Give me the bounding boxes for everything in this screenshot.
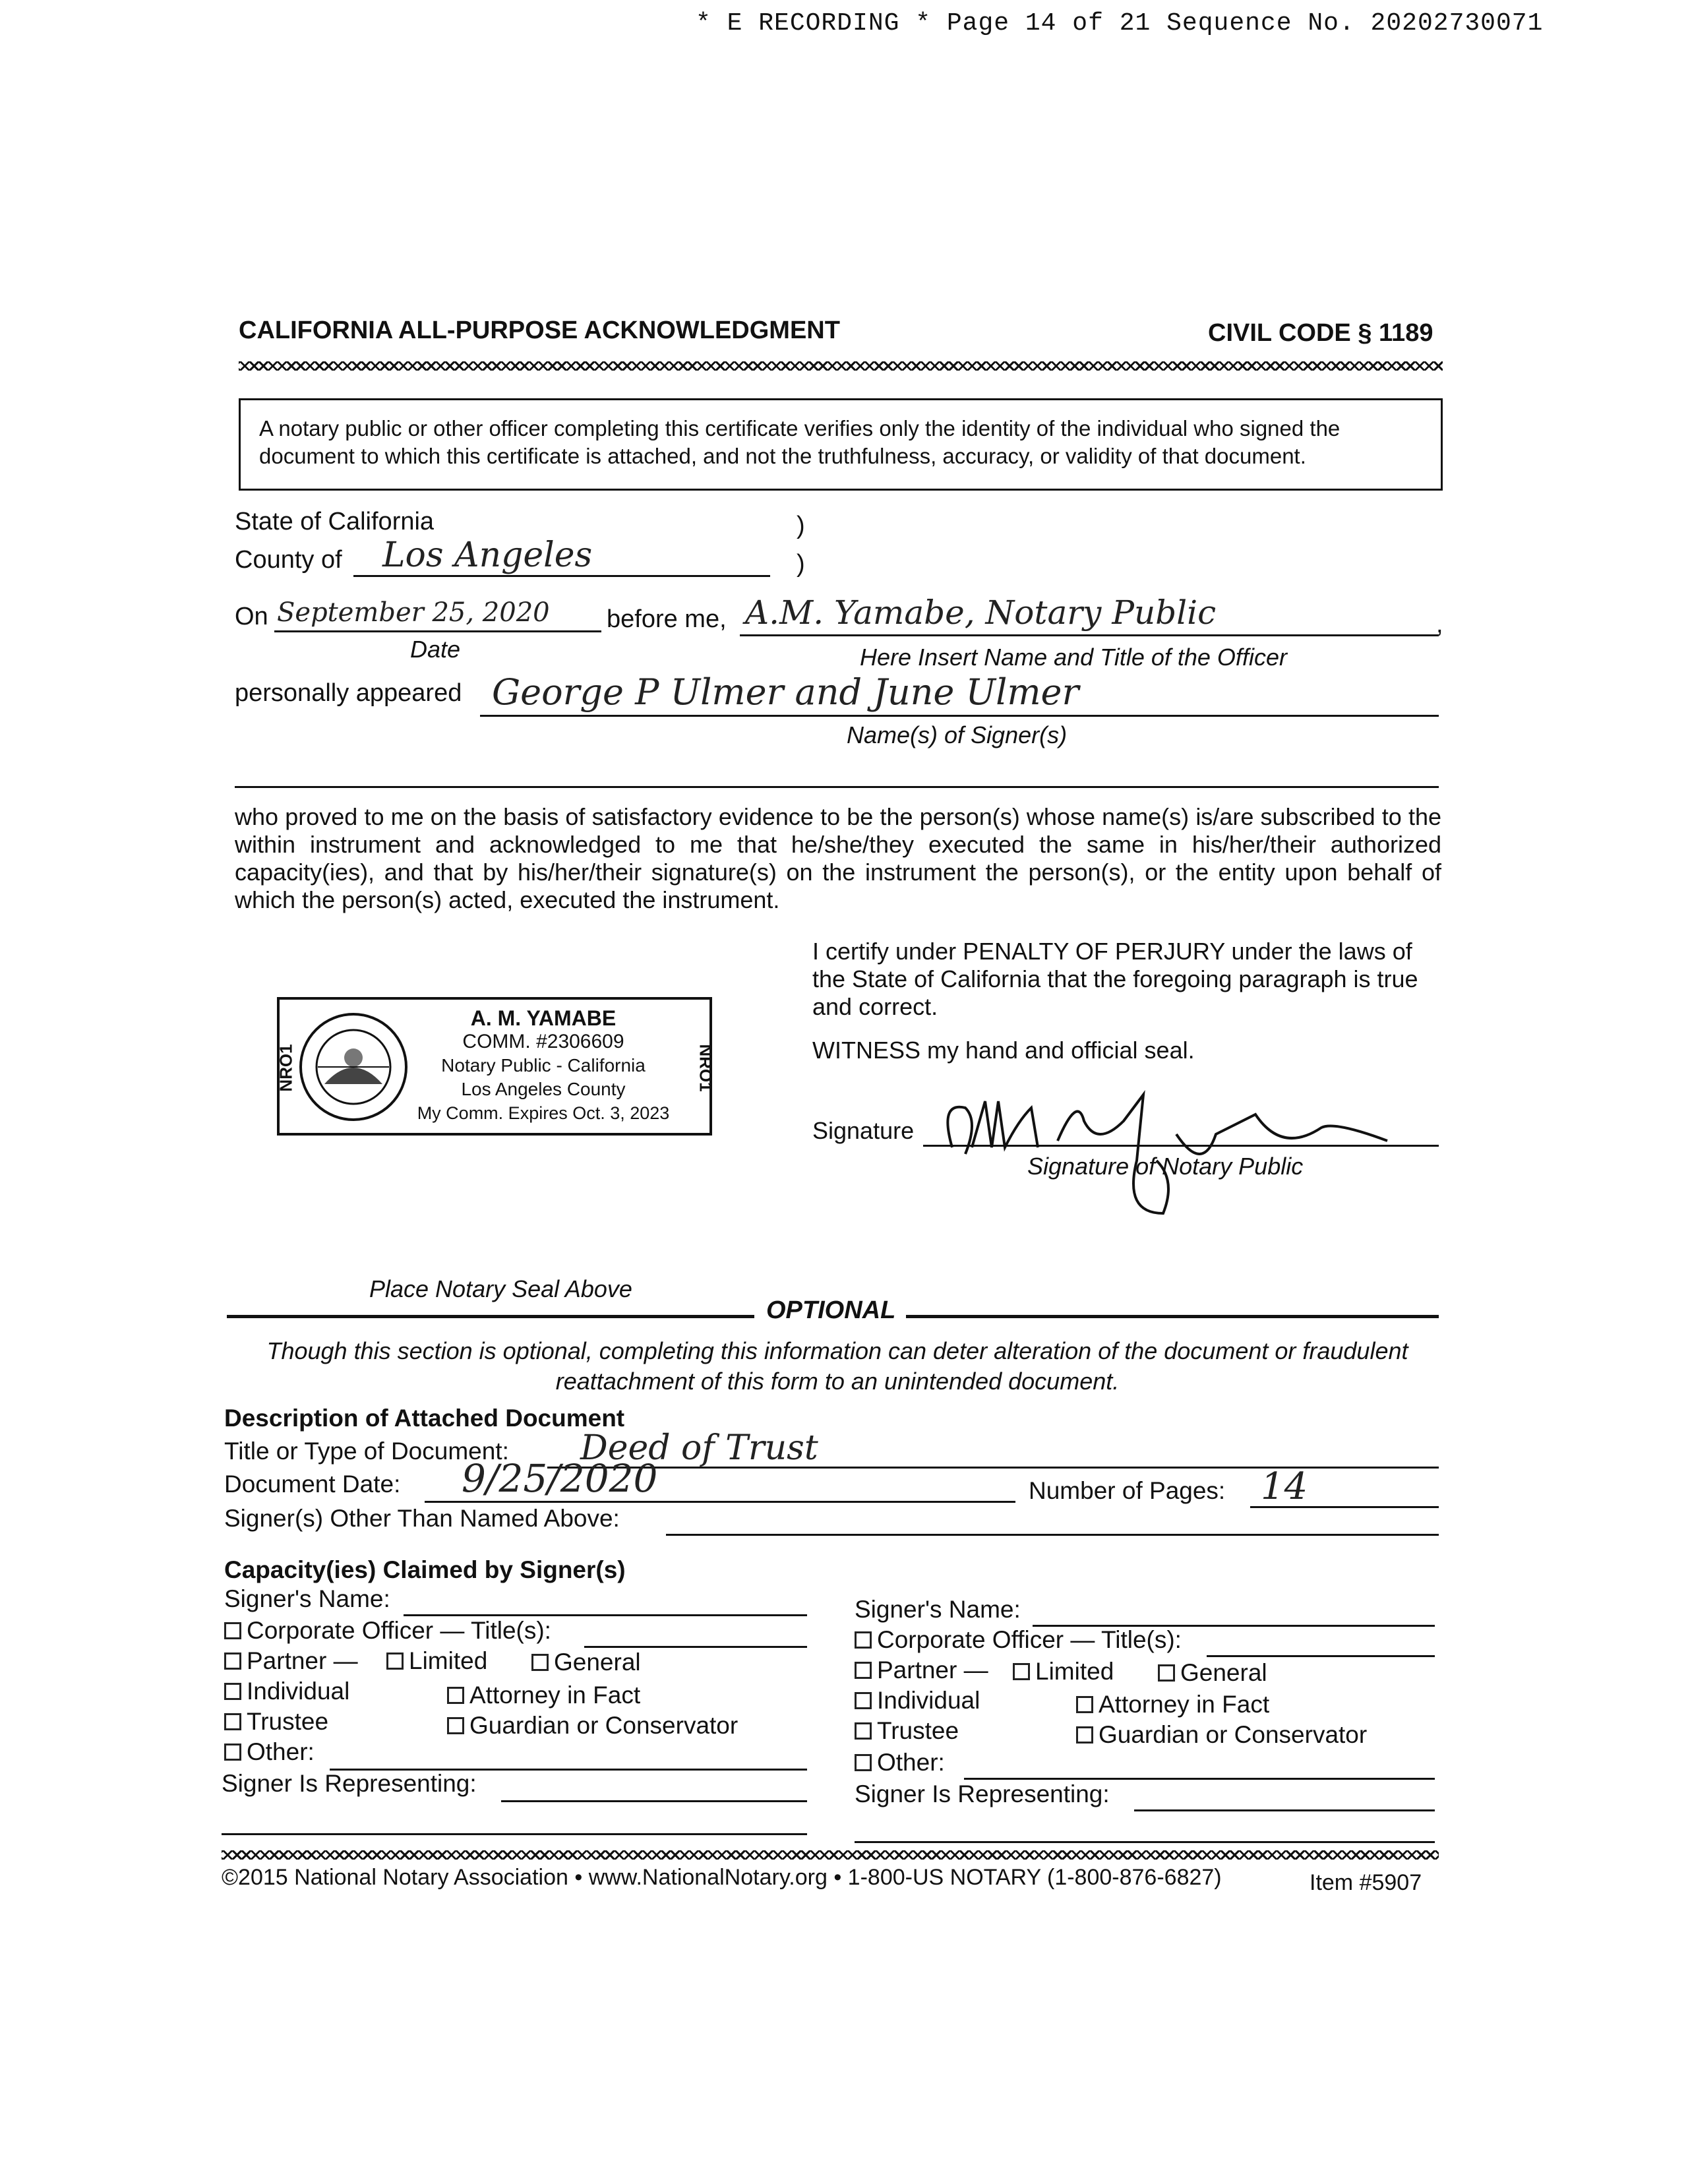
county-underline xyxy=(353,575,770,577)
officer-underline xyxy=(740,634,1439,636)
officer-value: A.M. Yamabe, Notary Public xyxy=(745,593,1217,632)
signer2-representing-underline xyxy=(1134,1809,1435,1811)
signer1-name-underline xyxy=(404,1614,807,1616)
comma: , xyxy=(1436,611,1443,638)
optional-heading: OPTIONAL xyxy=(766,1296,896,1324)
seal-expires: My Comm. Expires Oct. 3, 2023 xyxy=(417,1103,670,1123)
desc-heading: Description of Attached Document xyxy=(224,1405,625,1432)
capacity-heading: Capacity(ies) Claimed by Signer(s) xyxy=(224,1556,626,1583)
paren-2: ) xyxy=(797,550,805,578)
signer2-general[interactable]: General xyxy=(1158,1659,1267,1687)
signers-caption: Name(s) of Signer(s) xyxy=(847,721,1068,748)
bottom-decorative-border xyxy=(222,1850,1439,1860)
certify-text: I certify under PENALTY OF PERJURY under the laws of the State of California that the foregoing paragraph is true and correct. xyxy=(812,938,1418,1020)
date-caption: Date xyxy=(410,636,461,663)
seal-side-right: NRO1 xyxy=(696,1044,716,1092)
title-label: Title or Type of Document: xyxy=(224,1438,509,1465)
signer1-name-label: Signer's Name: xyxy=(224,1585,390,1612)
signer2-attorney[interactable]: Attorney in Fact xyxy=(1076,1691,1269,1718)
top-decorative-border xyxy=(239,361,1443,371)
signer2-corporate-officer[interactable]: Corporate Officer — Title(s): xyxy=(855,1626,1182,1654)
signer2-trustee[interactable]: Trustee xyxy=(855,1717,959,1745)
state-seal-icon xyxy=(298,1012,409,1122)
date-value: September 25, 2020 xyxy=(277,597,550,628)
date-underline xyxy=(274,630,601,632)
signature-caption: Signature of Notary Public xyxy=(1027,1153,1304,1180)
pages-value: 14 xyxy=(1261,1465,1308,1508)
officer-caption: Here Insert Name and Title of the Officer xyxy=(860,644,1287,671)
signer1-partner[interactable]: Partner — xyxy=(224,1647,358,1675)
footer-copyright: ©2015 National Notary Association • www.NationalNotary.org • 1-800-US NOTARY (1-800-876-6827) xyxy=(222,1865,1222,1890)
seal-caption: Place Notary Seal Above xyxy=(369,1275,632,1302)
signer1-trustee[interactable]: Trustee xyxy=(224,1708,328,1736)
seal-comm: COMM. #2306609 xyxy=(462,1031,624,1052)
signature-label: Signature xyxy=(812,1117,915,1144)
signer1-extra-line xyxy=(222,1833,807,1835)
civil-code: CIVIL CODE § 1189 xyxy=(1208,319,1433,347)
title-value: Deed of Trust xyxy=(580,1428,818,1468)
signer1-limited[interactable]: Limited xyxy=(386,1647,487,1675)
doc-date-label: Document Date: xyxy=(224,1471,401,1498)
signers-extra-line xyxy=(235,786,1439,788)
signer2-extra-line xyxy=(855,1841,1435,1843)
signers-value: George P Ulmer and June Ulmer xyxy=(492,671,1079,713)
signer1-representing-underline xyxy=(501,1800,807,1802)
pages-label: Number of Pages: xyxy=(1029,1477,1226,1504)
state-label: State of California xyxy=(235,508,435,535)
paren-1: ) xyxy=(797,512,805,539)
signer2-limited[interactable]: Limited xyxy=(1013,1658,1114,1685)
signer2-individual[interactable]: Individual xyxy=(855,1687,980,1714)
signer2-representing: Signer Is Representing: xyxy=(855,1780,1110,1807)
signer1-other[interactable]: Other: xyxy=(224,1738,315,1766)
signer1-individual[interactable]: Individual xyxy=(224,1678,349,1705)
doc-date-value: 9/25/2020 xyxy=(462,1456,658,1501)
seal-line1: Notary Public - California xyxy=(441,1055,646,1076)
before-me-label: before me, xyxy=(607,605,727,633)
optional-rule-right xyxy=(906,1315,1439,1318)
signer2-other-underline xyxy=(964,1778,1435,1780)
witness-text: WITNESS my hand and official seal. xyxy=(812,1037,1195,1064)
optional-rule-left xyxy=(227,1315,754,1318)
signer2-partner[interactable]: Partner — xyxy=(855,1656,988,1684)
signers-underline xyxy=(480,715,1439,717)
seal-side-left: NRO1 xyxy=(276,1044,296,1092)
signer2-title-underline xyxy=(1207,1655,1435,1657)
footer-item: Item #5907 xyxy=(1310,1870,1422,1895)
notice-text: A notary public or other officer completing this certificate verifies only the identity of the individual who signed the document to which this certificate is attached, and not the truthfulness, accuracy, or validity of that document. xyxy=(259,416,1341,468)
signer1-corporate-officer[interactable]: Corporate Officer — Title(s): xyxy=(224,1617,551,1645)
body-text: who proved to me on the basis of satisfactory evidence to be the person(s) whose name(s) is/are subscribed to the within instrument and acknowledged to me that he/she/they executed the same in his/her/their authorized capacity(ies), and that by his/her/their signature(s) on the instrument the person(s), or the entity upon behalf of which the person(s) acted, executed the instrument. xyxy=(235,803,1441,913)
seal-line2: Los Angeles County xyxy=(461,1079,626,1099)
appeared-label: personally appeared xyxy=(235,679,462,707)
other-signers-label: Signer(s) Other Than Named Above: xyxy=(224,1505,620,1532)
county-value: Los Angeles xyxy=(382,535,593,575)
signer1-attorney[interactable]: Attorney in Fact xyxy=(447,1682,640,1709)
signer1-guardian[interactable]: Guardian or Conservator xyxy=(447,1712,738,1740)
other-signers-underline xyxy=(666,1534,1439,1536)
notary-seal-stamp xyxy=(276,997,716,1136)
optional-intro: Though this section is optional, completing this information can deter alteration of the document or fraudulent reattachment of this form to an unintended document. xyxy=(266,1337,1408,1395)
county-label: County of xyxy=(235,546,342,574)
recording-header: * E RECORDING * Page 14 of 21 Sequence No. 20202730071 xyxy=(696,9,1544,38)
form-title: CALIFORNIA ALL-PURPOSE ACKNOWLEDGMENT xyxy=(239,317,840,344)
signer2-other[interactable]: Other: xyxy=(855,1749,945,1776)
signer2-guardian[interactable]: Guardian or Conservator xyxy=(1076,1721,1367,1749)
seal-name: A. M. YAMABE xyxy=(470,1006,617,1030)
signer1-title-underline xyxy=(584,1646,807,1648)
signer2-name-label: Signer's Name: xyxy=(855,1596,1021,1623)
signer1-representing: Signer Is Representing: xyxy=(222,1770,477,1797)
doc-date-underline xyxy=(425,1501,1015,1503)
signer1-general[interactable]: General xyxy=(531,1649,641,1676)
on-label: On xyxy=(235,603,268,630)
notice-box xyxy=(239,398,1443,491)
